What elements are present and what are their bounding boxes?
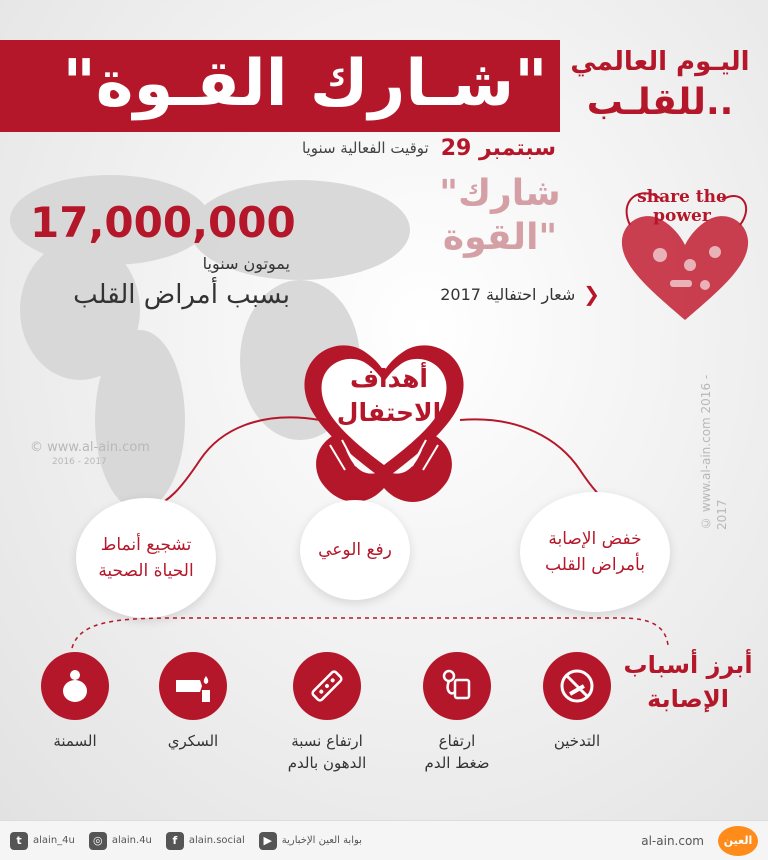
cause-blood-fat: [262, 652, 392, 774]
cause-4-line1: السكري: [167, 732, 219, 750]
slogan-faded: [400, 172, 600, 260]
youtube-link[interactable]: [259, 832, 362, 850]
al-ain-logo: العين: [718, 826, 758, 856]
death-caption-2: بسبب أمراض القلب: [73, 280, 290, 310]
artery-fat-icon: [293, 652, 361, 720]
death-caption-1: يموتون سنويا: [202, 254, 290, 273]
cause-3-line1: ارتفاع نسبة: [291, 732, 363, 750]
header-day-title: [560, 40, 760, 132]
youtube-icon: ▶: [259, 832, 277, 850]
goals-title-line2: الاحتفال: [336, 398, 442, 427]
obesity-icon: [41, 652, 109, 720]
timing-text: توقيت الفعالية سنويا: [301, 139, 429, 157]
cause-diabetes: [128, 652, 258, 752]
goal-2-line1: رفع الوعي: [318, 540, 392, 560]
footer: [0, 820, 768, 860]
logo-text-line2: power: [653, 206, 711, 226]
goal-1-line1: تشجيع أنماط: [100, 535, 192, 555]
watermark-right: © www.al-ain.com 2016 - 2017: [699, 374, 729, 530]
slogan-note: [410, 282, 600, 306]
facebook-link[interactable]: [166, 832, 245, 850]
slogan-note-text: شعار احتفالية 2017: [440, 284, 576, 304]
day-line1: اليـوم العالمي: [570, 47, 750, 77]
logo-text-line1: share the: [637, 187, 727, 207]
blood-pressure-icon: [423, 652, 491, 720]
slogan-line2: القوة": [442, 217, 558, 258]
date-row: [0, 134, 560, 162]
glucose-meter-icon: [159, 652, 227, 720]
causes-title-line1: أبرز أسباب: [623, 651, 753, 679]
watermark-mid-line1: © www.al-ain.com: [30, 440, 150, 455]
site-url[interactable]: al-ain.com: [641, 833, 704, 848]
goal-3-line2: بأمراض القلب: [545, 555, 645, 575]
twitter-icon: t: [10, 832, 28, 850]
cause-2-line1: ارتفاع: [438, 732, 476, 750]
event-date: 29 سبتمبر: [440, 135, 556, 161]
watermark-mid: [30, 440, 150, 470]
cause-blood-pressure: [392, 652, 522, 774]
chevron-right-icon: ❯: [583, 282, 600, 306]
facebook-handle: alain.social: [188, 835, 245, 846]
twitter-link[interactable]: [10, 832, 75, 850]
day-line2: للقلـب..: [586, 82, 734, 123]
slogan-line1: "شارك: [439, 173, 561, 214]
instagram-link[interactable]: [89, 832, 152, 850]
share-the-power-text: [612, 188, 752, 226]
death-count: 17,000,000: [30, 198, 296, 247]
no-smoking-icon: [543, 652, 611, 720]
cause-5-line1: السمنة: [53, 732, 97, 750]
facebook-icon: f: [166, 832, 184, 850]
cause-obesity: [10, 652, 140, 752]
goal-raise-awareness: [300, 500, 410, 600]
cause-2-line2: ضغط الدم: [424, 754, 490, 772]
cause-smoking: [512, 652, 642, 752]
goal-3-line1: خفض الإصابة: [548, 529, 642, 549]
goals-title-line1: أهداف: [350, 364, 428, 393]
instagram-handle: alain.4u: [111, 835, 152, 846]
goal-reduce-disease: [520, 492, 670, 612]
causes-title-line2: الإصابة: [647, 685, 729, 713]
goals-title: [314, 362, 464, 430]
cause-3-line2: الدهون بالدم: [287, 754, 367, 772]
goal-1-line2: الحياة الصحية: [98, 561, 194, 581]
instagram-icon: ◎: [89, 832, 107, 850]
watermark-mid-line2: 2016 - 2017: [52, 457, 107, 467]
twitter-handle: alain_4u: [33, 835, 75, 846]
cause-1-line1: التدخين: [553, 732, 601, 750]
header-slogan: "شـارك القـوة": [62, 47, 548, 121]
youtube-channel: بوابة العين الإخبارية: [281, 835, 362, 846]
